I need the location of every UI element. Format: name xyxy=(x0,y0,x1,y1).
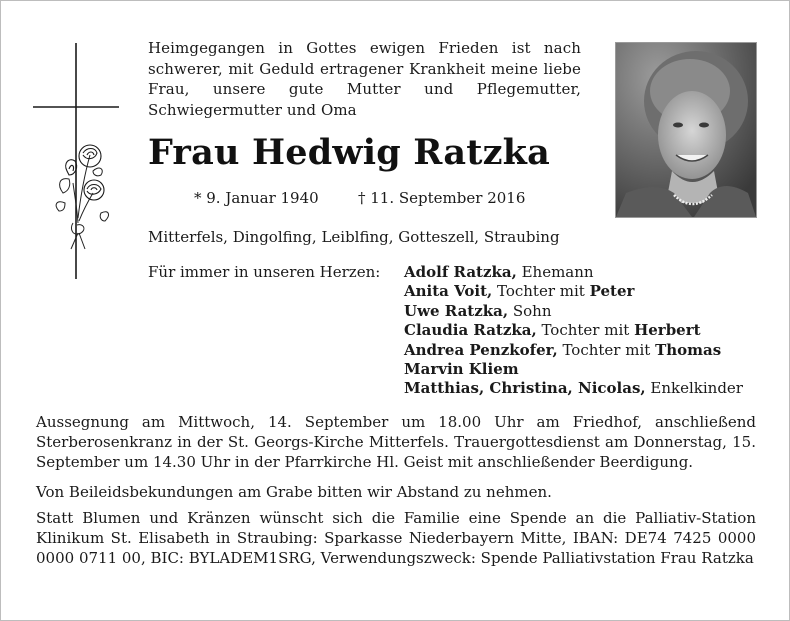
mourner-relation: Tochter mit xyxy=(492,282,590,301)
mourners-list xyxy=(404,263,784,399)
donation-notice: Statt Blumen und Kränzen wünscht sich die Familie eine Spende an die Palliativ-Station Klinikum St. Elisabeth in Straubing: Sparkasse Niederbayern Mitte, IBAN: DE74 7425 0000 0000 0711 00, BIC: BYLADEM1SRG, Verwendungszweck: Spende Palliativstation Frau Ratzka xyxy=(36,509,756,567)
mourner-row xyxy=(404,379,784,398)
condolence-notice: Von Beileidsbekundungen am Grabe bitten wir Abstand zu nehmen. xyxy=(36,483,552,501)
mourner-name: Matthias, Christina, Nicolas, xyxy=(404,379,646,398)
places-list: Mitterfels, Dingolfing, Leiblfing, Gotteszell, Straubing xyxy=(148,228,560,246)
mourner-relation: Sohn xyxy=(508,301,552,320)
deceased-name: Frau Hedwig Ratzka xyxy=(148,132,551,173)
mourner-name: Uwe Ratzka, xyxy=(404,301,509,320)
mourner-relation: Tochter mit xyxy=(557,340,656,359)
cross-with-roses-icon xyxy=(33,43,119,279)
mourner-name: Herbert xyxy=(634,321,701,340)
mourner-name: Anita Voit, xyxy=(404,282,493,301)
mourner-name: Marvin Kliem xyxy=(404,359,519,378)
mourner-name: Thomas xyxy=(655,340,722,359)
mourner-relation: Ehemann xyxy=(516,263,594,281)
mourner-row xyxy=(404,263,784,282)
portrait-photo xyxy=(615,42,757,218)
mourner-relation: Tochter mit xyxy=(536,321,635,340)
mourner-row xyxy=(404,302,784,321)
mourner-relation: Enkelkinder xyxy=(645,379,743,398)
death-date: † 11. September 2016 xyxy=(358,189,526,207)
mourner-name: Andrea Penzkofer, xyxy=(404,340,558,359)
mourner-row xyxy=(404,341,784,360)
birth-date: * 9. Januar 1940 xyxy=(194,189,319,207)
mourner-row xyxy=(404,282,784,301)
mourner-row xyxy=(404,360,784,379)
mourner-name: Peter xyxy=(589,282,635,301)
family-intro-label: Für immer in unseren Herzen: xyxy=(148,263,381,281)
intro-text: Heimgegangen in Gottes ewigen Frieden ist nach schwerer, mit Geduld ertragener Krankheit meine liebe Frau, unsere gute Mutter und Pflegemutter, Schwiegermutter und Oma xyxy=(148,39,581,119)
mourner-row xyxy=(404,321,784,340)
funeral-notice: Aussegnung am Mittwoch, 14. September um 18.00 Uhr am Friedhof, anschließend Sterberosenkranz in der St. Georgs-Kirche Mitterfels. Trauergottesdienst am Donnerstag, 15. September um 14.30 Uhr in der Pfarrkirche Hl. Geist mit anschließender Beerdigung. xyxy=(36,413,756,471)
mourner-name: Adolf Ratzka, xyxy=(404,263,517,281)
mourner-name: Claudia Ratzka, xyxy=(404,321,537,340)
